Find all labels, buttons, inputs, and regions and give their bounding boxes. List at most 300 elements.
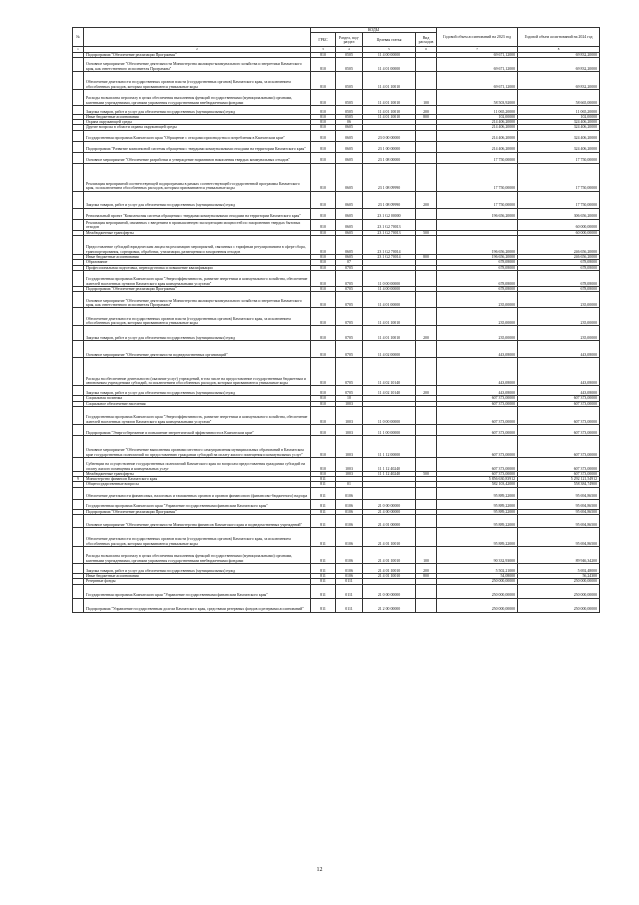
row-number <box>73 584 84 598</box>
row-grbs: 810 <box>311 396 336 401</box>
row-volume-2024: 69 832,20000 <box>518 57 600 71</box>
table-row <box>73 308 600 326</box>
row-name: Подпрограмма "Обеспечение реализации Программы" <box>84 52 311 57</box>
row-section: 1003 <box>336 401 363 406</box>
row-section: 01 <box>336 482 363 487</box>
row-name: Основное мероприятие "Обеспечение деятельности Министерства жилищно-коммунального хозяйства и энергетики Камчатского края, как ответственного исполнителя Программы" <box>84 292 311 308</box>
row-number <box>73 292 84 308</box>
row-target-article <box>363 487 416 499</box>
row-volume-2024: 17 750,00000 <box>518 152 600 163</box>
row-volume-2023: 443,08000 <box>437 386 518 396</box>
row-section: 0705 <box>336 386 363 396</box>
row-grbs: 810 <box>311 265 336 270</box>
row-section: 0505 <box>336 105 363 114</box>
row-grbs: 810 <box>311 114 336 119</box>
row-volume-2023: 235,00000 <box>437 292 518 308</box>
row-section: 07 <box>336 260 363 265</box>
row-grbs: 810 <box>311 89 336 105</box>
row-volume-2023: 607 373,00000 <box>437 471 518 476</box>
row-expense-type <box>416 141 437 152</box>
row-expense-type <box>416 528 437 547</box>
row-expense-type: 100 <box>416 89 437 105</box>
row-number <box>73 528 84 547</box>
row-name: Государственная программа Камчатского края "Управление государственными финансами Камчатского края" <box>84 499 311 509</box>
table-row <box>73 341 600 358</box>
row-name: Государственная программа Камчатского края "Управление государственными финансами Камчатского края" <box>84 584 311 598</box>
row-number <box>73 341 84 358</box>
row-section: 1003 <box>336 406 363 424</box>
row-section: 0106 <box>336 509 363 514</box>
table-row <box>73 152 600 163</box>
row-name: Обеспечение деятельности финансовых, налоговых и таможенных органов и органов финансового (финансово-бюджетного) надзора <box>84 487 311 499</box>
row-section: 0705 <box>336 286 363 291</box>
row-name: Обеспечение деятельности государственных органов власти (государственных органов) Камчатского края, за исключением обособленных расходов, которым присваиваются уникальные коды <box>84 528 311 547</box>
table-row <box>73 208 600 219</box>
row-target-article: 11 4 02 00000 <box>363 341 416 358</box>
row-volume-2023: 17 750,00000 <box>437 191 518 208</box>
row-target-article: 23 1 08 09990 <box>363 163 416 191</box>
table-row <box>73 386 600 396</box>
row-target-article: 11 0 00 00000 <box>363 406 416 424</box>
row-expense-type: 800 <box>416 574 437 579</box>
table-row <box>73 358 600 386</box>
row-name: Реализация мероприятий, связанных с введением в промышленную эксплуатацию мощностей по захоронению твердых бытовых отходов <box>84 219 311 230</box>
row-number <box>73 208 84 219</box>
table-row <box>73 71 600 89</box>
row-section: 0505 <box>336 57 363 71</box>
row-volume-2024: 69 832,20000 <box>518 52 600 57</box>
row-volume-2023: 196 656,20000 <box>437 208 518 219</box>
row-section: 0605 <box>336 152 363 163</box>
row-grbs: 810 <box>311 386 336 396</box>
row-section: 0111 <box>336 584 363 598</box>
row-volume-2024: 17 750,00000 <box>518 163 600 191</box>
row-volume-2024: 60 000,00000 <box>518 219 600 230</box>
row-grbs: 810 <box>311 457 336 471</box>
header-section: Раздел, под-раздел <box>336 33 363 47</box>
row-expense-type <box>416 308 437 326</box>
row-name: Другие вопросы в области охраны окружающей среды <box>84 125 311 130</box>
row-number <box>73 219 84 230</box>
row-volume-2024: 607 373,00000 <box>518 435 600 457</box>
table-row <box>73 406 600 424</box>
row-expense-type <box>416 57 437 71</box>
row-name: Государственная программа Камчатского края "Энергоэффективность, развитие энергетики и коммунального хозяйства, обеспечение жителей населенных пунктов Камчатского края коммунальными услугами" <box>84 406 311 424</box>
row-name: Социальное обеспечение населения <box>84 401 311 406</box>
row-volume-2023: 214 406,20000 <box>437 141 518 152</box>
index-cell: 1 <box>73 47 84 52</box>
row-expense-type <box>416 270 437 286</box>
row-grbs: 810 <box>311 230 336 235</box>
row-section: 0705 <box>336 341 363 358</box>
row-volume-2023: 607 373,00000 <box>437 435 518 457</box>
row-number <box>73 191 84 208</box>
row-volume-2024: 306 656,20000 <box>518 208 600 219</box>
table-row <box>73 105 600 114</box>
row-grbs: 810 <box>311 208 336 219</box>
table-row <box>73 236 600 255</box>
row-target-article: 11 4 01 00000 <box>363 57 416 71</box>
row-volume-2024: 58 665,00000 <box>518 89 600 105</box>
index-cell: 8 <box>518 47 600 52</box>
row-section: 0605 <box>336 163 363 191</box>
row-volume-2024: 235,00000 <box>518 292 600 308</box>
row-number <box>73 130 84 141</box>
row-expense-type <box>416 219 437 230</box>
row-number <box>73 547 84 564</box>
row-volume-2024: 235,00000 <box>518 308 600 326</box>
row-name: Региональный проект "Комплексная система обращения с твердыми коммунальными отходами на территории Камчатского края" <box>84 208 311 219</box>
row-name: Основное мероприятие "Обеспечение деятельности Министерства жилищно-коммунального хозяйства и энергетики Камчатского края, как ответственного исполнителя Программы" <box>84 57 311 71</box>
row-name: Закупка товаров, работ и услуг для обеспечения государственных (муниципальных) нужд <box>84 191 311 208</box>
row-section: 06 <box>336 120 363 125</box>
row-number <box>73 487 84 499</box>
row-target-article: 23 1 08 09990 <box>363 191 416 208</box>
row-target-article: 23 1 G2 70013 <box>363 219 416 230</box>
row-name: Закупка товаров, работ и услуг для обеспечения государственных (муниципальных) нужд <box>84 386 311 396</box>
row-name: Расходы на выплаты персоналу в целях обеспечения выполнения функций государственными (муниципальными) органами, казенными учреждениями, органами управления государственными внебюджетными фондами <box>84 547 311 564</box>
row-name: Образование <box>84 260 311 265</box>
row-target-article: 11 4 01 00000 <box>363 292 416 308</box>
row-volume-2023: 69 671,12000 <box>437 52 518 57</box>
row-target-article: 23 0 00 00000 <box>363 130 416 141</box>
table-row <box>73 598 600 612</box>
row-grbs: 811 <box>311 528 336 547</box>
row-volume-2023: 5 856 630,83912 <box>437 477 518 482</box>
row-grbs: 810 <box>311 292 336 308</box>
row-volume-2023: 443,08000 <box>437 341 518 358</box>
table-row <box>73 163 600 191</box>
row-volume-2023: 582 103,42000 <box>437 482 518 487</box>
row-volume-2023: 678,08000 <box>437 265 518 270</box>
row-name: Расходы на выплаты персоналу в целях обеспечения выполнения функций государственными (муниципальными) органами, казенными учреждениями, органами управления государственными внебюджетными фондами <box>84 89 311 105</box>
row-volume-2024: 607 373,00000 <box>518 471 600 476</box>
row-grbs: 810 <box>311 341 336 358</box>
row-expense-type <box>416 515 437 528</box>
row-section: 0705 <box>336 292 363 308</box>
row-name: Закупка товаров, работ и услуг для обеспечения государственных (муниципальных) нужд <box>84 326 311 341</box>
row-expense-type <box>416 499 437 509</box>
header-volume-2023: Годовой объем ассигнований на 2023 год <box>437 28 518 47</box>
row-grbs: 810 <box>311 326 336 341</box>
row-name: Государственная программа Камчатского края "Энергоэффективность, развитие энергетики и коммунального хозяйства, обеспечение жителей населенных пунктов Камчатского края коммунальными услугами" <box>84 270 311 286</box>
row-name: Охрана окружающей среды <box>84 120 311 125</box>
row-section: 0705 <box>336 358 363 386</box>
row-target-article: 11 1 12 40240 <box>363 471 416 476</box>
index-cell: 4 <box>336 47 363 52</box>
row-expense-type <box>416 130 437 141</box>
row-section: 0111 <box>336 598 363 612</box>
row-volume-2023: 607 373,00000 <box>437 396 518 401</box>
row-grbs: 810 <box>311 424 336 435</box>
row-number <box>73 105 84 114</box>
row-expense-type <box>416 208 437 219</box>
row-target-article: 23 1 G2 00000 <box>363 208 416 219</box>
row-expense-type: 800 <box>416 114 437 119</box>
row-number <box>73 457 84 471</box>
row-volume-2024: 607 373,00000 <box>518 401 600 406</box>
row-number <box>73 236 84 255</box>
row-volume-2024: 5 292 121,54912 <box>518 477 600 482</box>
row-expense-type <box>416 406 437 424</box>
table-row <box>73 564 600 574</box>
index-cell: 2 <box>84 47 311 52</box>
row-section: 0605 <box>336 255 363 260</box>
row-volume-2024: 443,08000 <box>518 358 600 386</box>
row-name: Социальная политика <box>84 396 311 401</box>
row-expense-type <box>416 341 437 358</box>
row-volume-2023: 69 671,12000 <box>437 57 518 71</box>
row-volume-2024: 678,08000 <box>518 260 600 265</box>
row-name: Обеспечение деятельности государственных органов власти (государственных органов) Камчатского края, за исключением обособленных расходов, которым присваиваются уникальные коды <box>84 308 311 326</box>
row-target-article: 11 4 01 10010 <box>363 71 416 89</box>
row-volume-2023: 607 373,00000 <box>437 401 518 406</box>
table-row <box>73 191 600 208</box>
table-row <box>73 547 600 564</box>
row-target-article: 11 1 12 40240 <box>363 457 416 471</box>
row-section: 0505 <box>336 71 363 89</box>
row-name: Подпрограмма "Энергосбережение и повышение энергетической эффективности в Камчатском крае" <box>84 424 311 435</box>
row-name: Основное мероприятие "Обеспечение деятельности Министерства финансов Камчатского края и подведомственных учреждений" <box>84 515 311 528</box>
row-target-article: 21 4 01 00000 <box>363 515 416 528</box>
row-volume-2023: 678,08000 <box>437 260 518 265</box>
row-grbs: 810 <box>311 260 336 265</box>
row-section: 10 <box>336 396 363 401</box>
row-section: 0106 <box>336 547 363 564</box>
row-number <box>73 358 84 386</box>
row-section: 0705 <box>336 270 363 286</box>
row-name: Подпрограмма "Обеспечение реализации Программы" <box>84 509 311 514</box>
table-row <box>73 326 600 341</box>
row-volume-2024: 443,08000 <box>518 386 600 396</box>
row-target-article: 11 4 01 10010 <box>363 326 416 341</box>
row-grbs: 810 <box>311 52 336 57</box>
row-grbs: 811 <box>311 574 336 579</box>
row-volume-2023: 5 502,21000 <box>437 564 518 574</box>
row-grbs: 810 <box>311 435 336 457</box>
row-volume-2023: 95 889,22000 <box>437 509 518 514</box>
row-volume-2024: 250 000,00000 <box>518 598 600 612</box>
row-expense-type <box>416 163 437 191</box>
row-target-article: 21 2 00 00000 <box>363 598 416 612</box>
row-grbs: 810 <box>311 163 336 191</box>
row-volume-2023: 54,08000 <box>437 574 518 579</box>
row-volume-2024: 324 406,20000 <box>518 120 600 125</box>
row-volume-2024: 250 000,00000 <box>518 579 600 584</box>
row-expense-type: 200 <box>416 564 437 574</box>
row-section: 0605 <box>336 125 363 130</box>
row-volume-2024: 69 832,20000 <box>518 71 600 89</box>
row-expense-type: 100 <box>416 547 437 564</box>
row-expense-type: 200 <box>416 386 437 396</box>
row-name: Обеспечение деятельности государственных органов власти (государственных органов) Камчатского края, за исключением обособленных расходов, которым присваиваются уникальные коды <box>84 71 311 89</box>
table-row <box>73 292 600 308</box>
table-row <box>73 270 600 286</box>
row-volume-2024: 607 373,00000 <box>518 424 600 435</box>
row-grbs: 810 <box>311 401 336 406</box>
row-number <box>73 564 84 574</box>
row-grbs: 810 <box>311 286 336 291</box>
row-target-article: 11 4 01 10010 <box>363 308 416 326</box>
row-target-article: 11 4 01 10010 <box>363 105 416 114</box>
row-name: Субвенции на осуществление государственных полномочий Камчатского края по вопросам предоставления гражданам субсидий на оплату жилого помещения и коммунальных услуг <box>84 457 311 471</box>
row-grbs: 810 <box>311 270 336 286</box>
row-name: Иные бюджетные ассигнования <box>84 114 311 119</box>
row-grbs: 811 <box>311 515 336 528</box>
row-name: Министерство финансов Камчатского края <box>84 477 311 482</box>
row-volume-2023: 443,08000 <box>437 358 518 386</box>
row-expense-type: 200 <box>416 105 437 114</box>
row-volume-2024: 443,08000 <box>518 341 600 358</box>
row-section: 0605 <box>336 130 363 141</box>
row-number <box>73 435 84 457</box>
row-section: 0106 <box>336 515 363 528</box>
row-volume-2023: 95 889,22000 <box>437 515 518 528</box>
row-volume-2023: 214 406,20000 <box>437 130 518 141</box>
row-volume-2023: 235,00000 <box>437 308 518 326</box>
row-volume-2023 <box>437 219 518 230</box>
row-volume-2024: 324 406,20000 <box>518 125 600 130</box>
row-target-article: 11 4 01 10010 <box>363 89 416 105</box>
row-grbs: 810 <box>311 236 336 255</box>
row-number <box>73 163 84 191</box>
row-expense-type <box>416 358 437 386</box>
row-target-article: 21 4 00 00000 <box>363 509 416 514</box>
row-volume-2024: 11 065,20000 <box>518 105 600 114</box>
row-expense-type <box>416 598 437 612</box>
row-section: 0605 <box>336 219 363 230</box>
table-row <box>73 424 600 435</box>
row-target-article: 11 4 00 00000 <box>363 52 416 57</box>
row-name: Межбюджетные трансферты <box>84 230 311 235</box>
row-volume-2023: 17 750,00000 <box>437 152 518 163</box>
row-volume-2024: 95 694,86500 <box>518 515 600 528</box>
row-target-article: 23 1 00 00000 <box>363 141 416 152</box>
row-section: 0705 <box>336 265 363 270</box>
row-number <box>73 499 84 509</box>
table-body <box>73 52 600 612</box>
row-name: Общегосударственные вопросы <box>84 482 311 487</box>
row-target-article: 21 4 01 10010 <box>363 574 416 579</box>
row-target-article: 11 4 01 10010 <box>363 114 416 119</box>
row-volume-2023: 196 656,20000 <box>437 255 518 260</box>
row-volume-2023: 678,08000 <box>437 286 518 291</box>
row-volume-2024: 95 694,86500 <box>518 487 600 499</box>
header-name <box>84 28 311 47</box>
row-grbs: 810 <box>311 191 336 208</box>
row-volume-2023: 607 373,00000 <box>437 424 518 435</box>
row-target-article: 11 4 02 10140 <box>363 386 416 396</box>
row-volume-2023: 90 332,93000 <box>437 547 518 564</box>
row-number: 9 <box>73 477 84 482</box>
row-volume-2024: 235,00000 <box>518 326 600 341</box>
header-num: № <box>73 28 84 47</box>
row-expense-type <box>416 457 437 471</box>
row-section: 0111 <box>336 579 363 584</box>
page-number: 12 <box>316 867 323 873</box>
table-row <box>73 130 600 141</box>
table-row <box>73 141 600 152</box>
row-volume-2024: 246 656,20000 <box>518 236 600 255</box>
row-volume-2023: 235,00000 <box>437 326 518 341</box>
row-expense-type <box>416 584 437 598</box>
row-volume-2023: 250 000,00000 <box>437 598 518 612</box>
row-grbs: 810 <box>311 152 336 163</box>
budget-table <box>72 27 600 613</box>
row-grbs: 810 <box>311 219 336 230</box>
index-cell: 7 <box>437 47 518 52</box>
row-section: 0505 <box>336 114 363 119</box>
row-grbs: 811 <box>311 482 336 487</box>
row-grbs: 810 <box>311 255 336 260</box>
row-target-article: 11 0 00 00000 <box>363 270 416 286</box>
row-target-article: 23 1 G2 70014 <box>363 236 416 255</box>
row-volume-2024: 250 000,00000 <box>518 584 600 598</box>
row-volume-2024: 95 694,86500 <box>518 509 600 514</box>
row-volume-2024: 60 000,00000 <box>518 230 600 235</box>
row-volume-2023: 678,08000 <box>437 270 518 286</box>
row-expense-type <box>416 424 437 435</box>
row-grbs: 811 <box>311 579 336 584</box>
row-volume-2023: 11 065,20000 <box>437 105 518 114</box>
row-section: 0705 <box>336 326 363 341</box>
table-row <box>73 515 600 528</box>
row-expense-type: 200 <box>416 191 437 208</box>
row-name: Расходы на обеспечение деятельности (оказание услуг) учреждений, в том числе на предоставление государственным бюджетным и автономным учреждениям субсидий, за исключением обособленных расходов, которым присваиваются уникальные коды <box>84 358 311 386</box>
row-target-article: 11 1 12 00000 <box>363 435 416 457</box>
row-expense-type <box>416 292 437 308</box>
row-volume-2024: 102,00000 <box>518 114 600 119</box>
header-expense-type: Вид расходов <box>416 33 437 47</box>
row-volume-2023: 95 889,22000 <box>437 528 518 547</box>
row-grbs: 811 <box>311 598 336 612</box>
row-name: Закупка товаров, работ и услуг для обеспечения государственных (муниципальных) нужд <box>84 564 311 574</box>
index-cell: 3 <box>311 47 336 52</box>
row-number <box>73 386 84 396</box>
row-expense-type <box>416 487 437 499</box>
row-volume-2024: 607 373,00000 <box>518 396 600 401</box>
row-name: Подпрограмма "Управление государственным долгом Камчатского края, средствами резервных фондов и резервами ассигнований" <box>84 598 311 612</box>
header-codes: КОДЫ <box>311 28 437 33</box>
table-row <box>73 57 600 71</box>
row-target-article: 11 4 02 10140 <box>363 358 416 386</box>
row-name: Профессиональная подготовка, переподготовка и повышение квалификации <box>84 265 311 270</box>
row-expense-type <box>416 435 437 457</box>
row-volume-2024: 678,08000 <box>518 270 600 286</box>
row-number <box>73 406 84 424</box>
row-volume-2023: 250 000,00000 <box>437 579 518 584</box>
row-grbs: 810 <box>311 120 336 125</box>
row-expense-type: 200 <box>416 326 437 341</box>
row-expense-type: 500 <box>416 471 437 476</box>
row-grbs: 810 <box>311 406 336 424</box>
row-section: 0106 <box>336 487 363 499</box>
row-expense-type: 500 <box>416 230 437 235</box>
row-name: Основное мероприятие "Обеспечение деятельности подведомственных организаций" <box>84 341 311 358</box>
row-volume-2024: 17 750,00000 <box>518 191 600 208</box>
index-cell: 5 <box>363 47 416 52</box>
row-expense-type <box>416 236 437 255</box>
row-volume-2024: 607 373,00000 <box>518 406 600 424</box>
row-volume-2024: 95 694,86500 <box>518 528 600 547</box>
row-section: 0106 <box>336 564 363 574</box>
header-volume-2024: Годовой объем ассигнований на 2024 год <box>518 28 600 47</box>
row-target-article: 21 4 01 10010 <box>363 547 416 564</box>
row-target-article: 21 4 01 10010 <box>363 564 416 574</box>
table-row <box>73 457 600 471</box>
row-grbs: 810 <box>311 471 336 476</box>
row-volume-2024: 5 692,48000 <box>518 564 600 574</box>
